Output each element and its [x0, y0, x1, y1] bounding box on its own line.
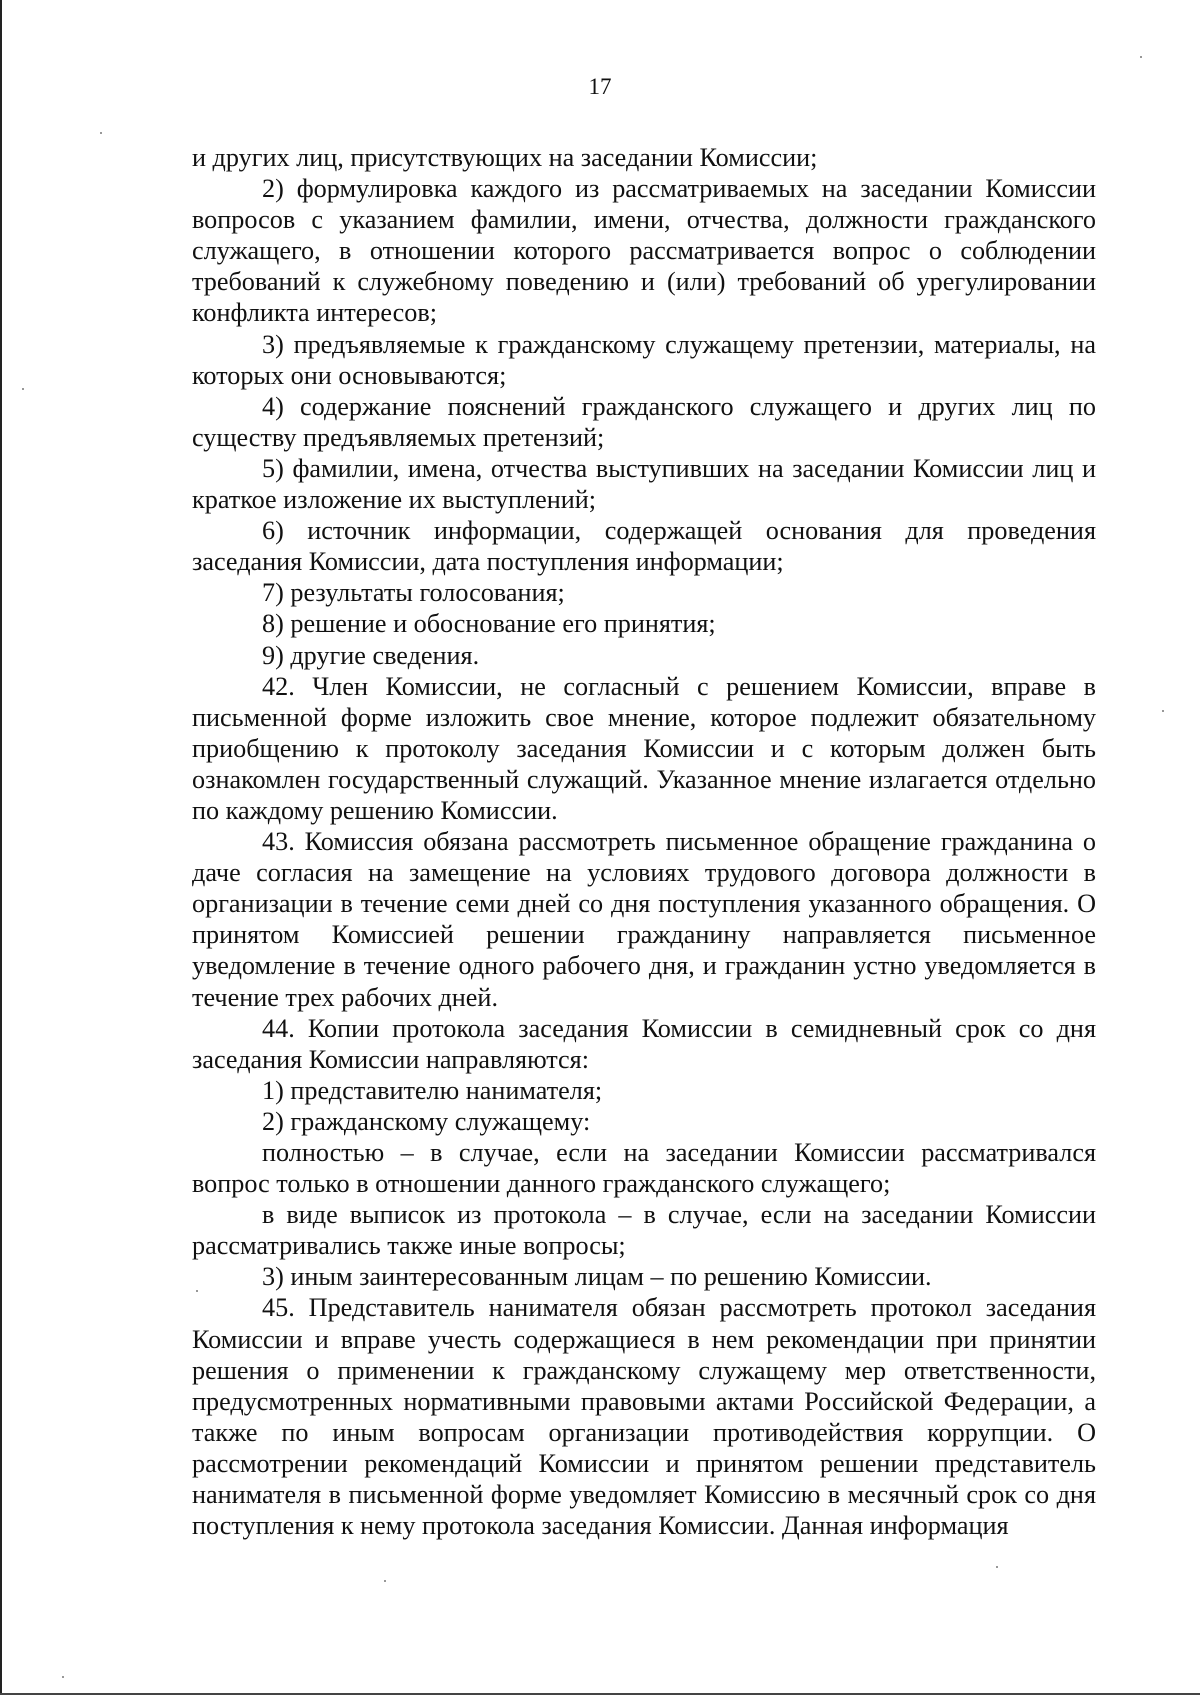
scan-speck — [1162, 710, 1164, 712]
paragraph-item-2: 2) формулировка каждого из рассматриваемых на заседании Комиссии вопросов с указанием фамилии, имени, отчества, должности гражданского служащего, в отношении которого рассматривается вопрос о соблюдении требований к служебному поведению и (или) требований об урегулировании конфликта интересов; — [192, 174, 1096, 328]
paragraph-item-3: 3) предъявляемые к гражданскому служащему претензии, материалы, на которых они основываются; — [192, 329, 1096, 390]
page-number: 17 — [588, 74, 612, 99]
paragraph-recipient-1: 1) представителю нанимателя; — [262, 1075, 603, 1105]
paragraph-recipient-3: 3) иным заинтересованным лицам – по решению Комиссии. — [262, 1262, 932, 1292]
paragraph-recipient-2-extract: в виде выписок из протокола – в случае, если на заседании Комиссии рассматривались также иные вопросы; — [192, 1200, 1096, 1261]
scan-speck — [196, 1290, 198, 1292]
scan-speck — [1140, 56, 1142, 58]
paragraph-item-6: 6) источник информации, содержащей основания для проведения заседания Комиссии, дата поступления информации; — [192, 516, 1096, 577]
paragraph-recipient-2-full: полностью – в случае, если на заседании Комиссии рассматривался вопрос только в отношении данного гражданского служащего; — [192, 1138, 1096, 1199]
paragraph-item-7: 7) результаты голосования; — [262, 578, 565, 608]
paragraph-clause-44: 44. Копии протокола заседания Комиссии в семидневный срок со дня заседания Комиссии направляются: — [192, 1013, 1096, 1074]
scan-speck — [100, 132, 102, 134]
paragraph-continuation: и других лиц, присутствующих на заседании Комиссии; — [192, 143, 818, 172]
scan-speck — [996, 1566, 998, 1568]
paragraph-recipient-2: 2) гражданскому служащему: — [262, 1106, 591, 1136]
paragraph-item-8: 8) решение и обоснование его принятия; — [262, 609, 716, 639]
scan-speck — [384, 1580, 386, 1582]
scan-edge-left — [0, 0, 2, 1695]
scan-speck — [62, 1676, 64, 1678]
paragraph-item-4: 4) содержание пояснений гражданского служащего и других лиц по существу предъявляемых претензий; — [192, 391, 1096, 452]
paragraph-clause-45: 45. Представитель нанимателя обязан рассмотреть протокол заседания Комиссии и вправе учесть содержащиеся в нем рекомендации при принятии решения о применении к гражданскому служащему мер ответственности, предусмотренных нормативными правовыми актами Российской Федерации, а также по иным вопросам организации противодействия коррупции. О рассмотрении рекомендаций Комиссии и принятом решении представитель нанимателя в письменной форме уведомляет Комиссию в месячный срок со дня поступления к нему протокола заседания Комиссии. Данная информация — [192, 1293, 1096, 1541]
document-body — [192, 142, 1096, 1541]
paragraph-item-9: 9) другие сведения. — [262, 640, 480, 670]
scan-speck — [22, 388, 24, 390]
paragraph-clause-43: 43. Комиссия обязана рассмотреть письменное обращение гражданина о даче согласия на замещение на условиях трудового договора должности в организации в течение семи дней со дня поступления указанного обращения. О принятом Комиссией решении гражданину направляется письменное уведомление в течение одного рабочего дня, и гражданин устно уведомляется в течение трех рабочих дней. — [192, 827, 1096, 1012]
paragraph-clause-42: 42. Член Комиссии, не согласный с решением Комиссии, вправе в письменной форме изложить свое мнение, которое подлежит обязательному приобщению к протоколу заседания Комиссии и с которым должен быть ознакомлен государственный служащий. Указанное мнение излагается отдельно по каждому решению Комиссии. — [192, 671, 1096, 825]
paragraph-item-5: 5) фамилии, имена, отчества выступивших на заседании Комиссии лиц и краткое изложение их выступлений; — [192, 453, 1096, 515]
